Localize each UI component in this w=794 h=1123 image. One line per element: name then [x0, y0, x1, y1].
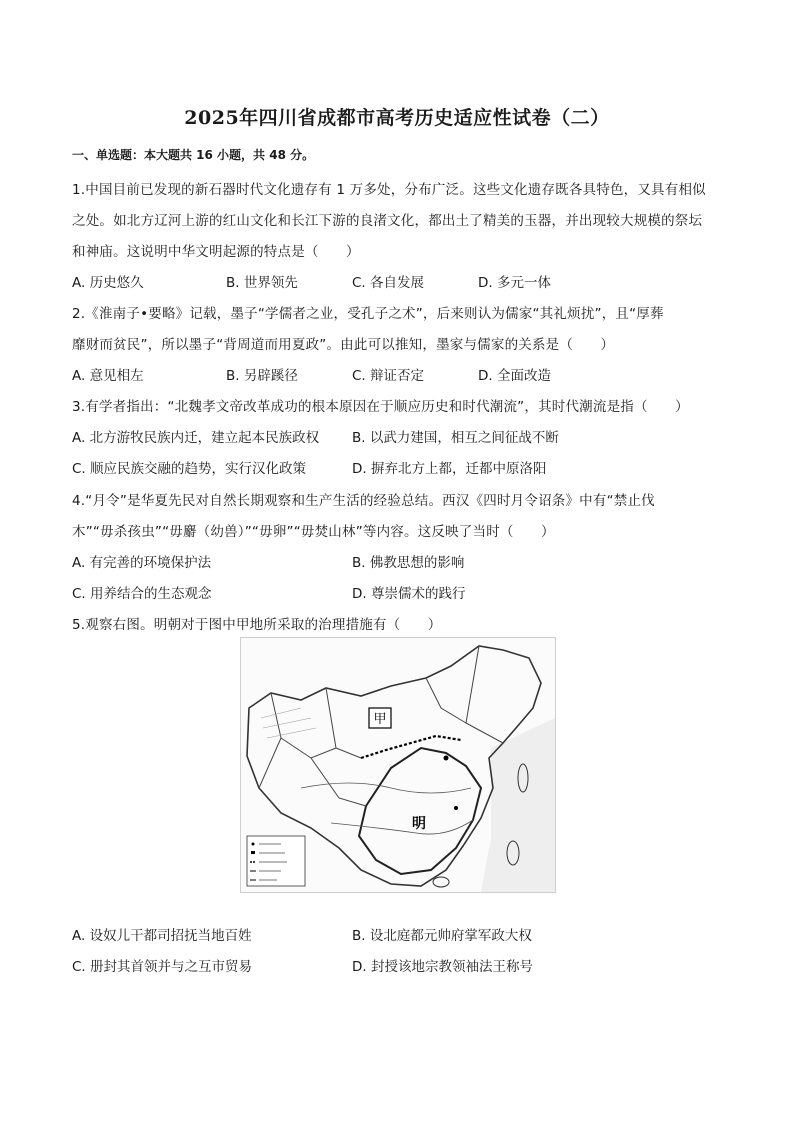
- q3-option-d[interactable]: D. 摒弃北方上都，迁都中原洛阳: [352, 461, 547, 477]
- q4-option-b[interactable]: B. 佛教思想的影响: [352, 555, 465, 571]
- q4-option-c[interactable]: C. 用养结合的生态观念: [72, 586, 212, 602]
- q1-option-d[interactable]: D. 多元一体: [478, 275, 551, 291]
- ming-dynasty-map: [240, 637, 556, 893]
- q2-option-c[interactable]: C. 辩证否定: [352, 368, 425, 384]
- q2-option-b[interactable]: B. 另辟蹊径: [226, 368, 298, 384]
- q5-option-b[interactable]: B. 设北庭都元帅府掌军政大权: [352, 928, 532, 944]
- q3-line-1: 3.有学者指出：“北魏孝文帝改革成功的根本原因在于顺应历史和时代潮流”，其时代潮流是指（ ）: [72, 399, 689, 415]
- q5-option-d[interactable]: D. 封授该地宗教领袖法王称号: [352, 959, 533, 975]
- q2-line-2: 靡财而贫民”，所以墨子“背周道而用夏政”。由此可以推知，墨家与儒家的关系是（ ）: [72, 337, 615, 353]
- q1-line-3: 和神庙。这说明中华文明起源的特点是（ ）: [72, 244, 360, 260]
- q4-line-2: 木”“毋杀孩虫”“毋麝（幼兽）”“毋卵”“毋焚山林”等内容。这反映了当时（ ）: [72, 524, 555, 540]
- q2-line-1: 2.《淮南子•要略》记载，墨子“学儒者之业，受孔子之术”，后来则认为儒家“其礼烦扰”，且“厚葬: [72, 306, 664, 322]
- section-heading: 一、单选题：本大题共 16 小题，共 48 分。: [72, 148, 315, 162]
- exam-title: 2025年四川省成都市高考历史适应性试卷（二）: [184, 107, 610, 129]
- q2-option-a[interactable]: A. 意见相左: [72, 368, 144, 384]
- q4-option-a[interactable]: A. 有完善的环境保护法: [72, 555, 212, 571]
- q3-option-b[interactable]: B. 以武力建国，相互之间征战不断: [352, 430, 559, 446]
- q1-option-b[interactable]: B. 世界领先: [226, 275, 298, 291]
- q5-option-c[interactable]: C. 册封其首领并与之互市贸易: [72, 959, 253, 975]
- map-label-ming: 明: [412, 816, 426, 832]
- q3-option-a[interactable]: A. 北方游牧民族内迁，建立起本民族政权: [72, 430, 320, 446]
- q5-line-1: 5.观察右图。明朝对于图中甲地所采取的治理措施有（ ）: [72, 617, 442, 633]
- q5-option-a[interactable]: A. 设奴儿干都司招抚当地百姓: [72, 928, 252, 944]
- q4-line-1: 4.“月令”是华夏先民对自然长期观察和生产生活的经验总结。西汉《四时月令诏条》中有“禁止伐: [72, 493, 655, 509]
- q3-option-c[interactable]: C. 顺应民族交融的趋势，实行汉化政策: [72, 461, 307, 477]
- q1-option-a[interactable]: A. 历史悠久: [72, 275, 144, 291]
- map-label-jia: 甲: [373, 712, 387, 727]
- map-drawing: [241, 638, 555, 892]
- q2-option-d[interactable]: D. 全面改造: [478, 368, 551, 384]
- q1-option-c[interactable]: C. 各自发展: [352, 275, 425, 291]
- q1-line-1: 1.中国目前已发现的新石器时代文化遗存有 1 万多处，分布广泛。这些文化遗存既各具特色，又具有相似: [72, 182, 706, 198]
- q4-option-d[interactable]: D. 尊崇儒术的践行: [352, 586, 466, 602]
- q1-line-2: 之处。如北方辽河上游的红山文化和长江下游的良渚文化，都出土了精美的玉器，并出现较大规模的祭坛: [72, 213, 703, 229]
